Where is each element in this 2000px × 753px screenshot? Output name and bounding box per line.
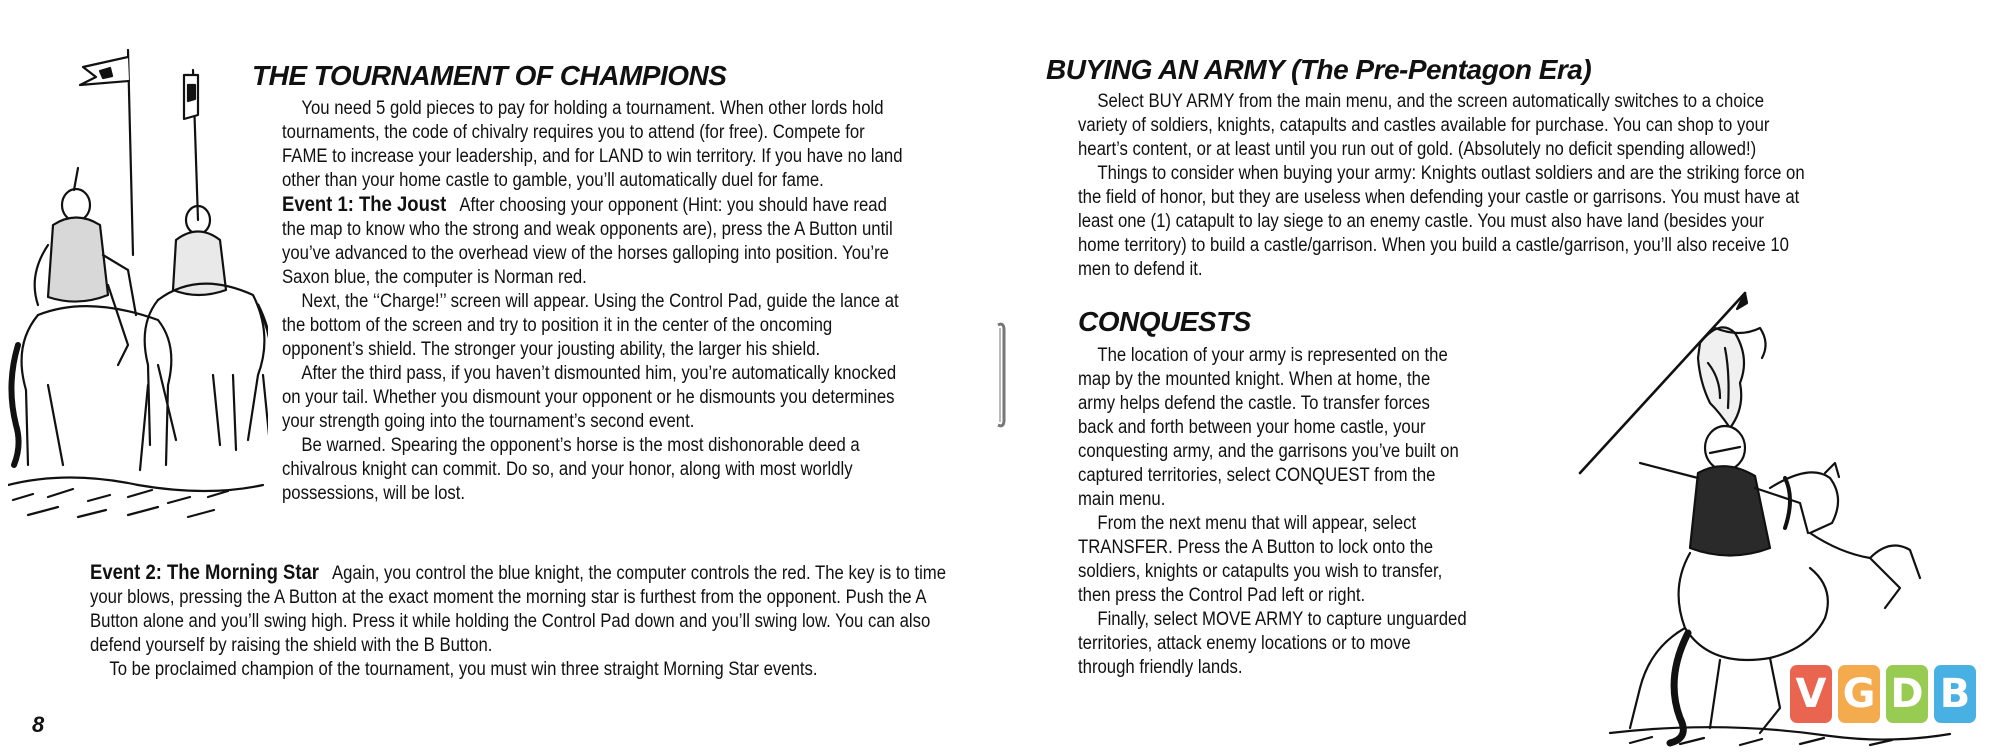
tournament-intro: You need 5 gold pieces to pay for holding a tournament. When other lords hold tournaments, the code of chivalry requires you to attend (for free). Compete for FAME to increase your leadership, and for LAND to win territory. If you have no land other than your home castle to gamble, you’ll automatically duel for fame.: [282, 98, 903, 191]
event1-heading: Event 1: The Joust: [282, 193, 447, 216]
buy-paragraph-2: Things to consider when buying your army: Knights outlast soldiers and are the striking force on the field of honor, but they are useless when defending your castle or garrisons. You must have at least one (1) catapult to lay siege to an enemy castle. You must also have land (besides your home territory) to build a castle/garrison. When you build a castle/garrison, you’ll also receive 10 men to defend it.: [1078, 163, 1805, 280]
event1-paragraph: [282, 193, 907, 290]
tournament-title: THE TOURNAMENT OF CHAMPIONS: [252, 60, 727, 91]
buying-army-title: BUYING AN ARMY (The Pre-Pentagon Era): [1046, 54, 1592, 85]
jousting-knights-illustration: [8, 45, 268, 535]
conquest-paragraph-2: From the next menu that will appear, select TRANSFER. Press the A Button to lock onto the soldiers, knights or catapults you wish to transfer, then press the Control Pad left or right.: [1078, 513, 1443, 606]
event1-text: After choosing your opponent (Hint: you should have read the map to know who the strong and weak opponents are), press the A Button until you’ve advanced to the overhead view of the horses galloping into position. You’re Saxon blue, the computer is Norman red.: [282, 195, 893, 288]
watermark-letter-d: D: [1886, 665, 1928, 723]
tournament-closing: To be proclaimed champion of the tournament, you must win three straight Morning Star events.: [109, 659, 818, 680]
conquests-title: CONQUESTS: [1078, 306, 1251, 337]
event2-text: Again, you control the blue knight, the computer controls the red. The key is to time your blows, pressing the A Button at the exact moment the morning star is furthest from the opponent. Push the A Button alone and you’ll swing high. Press it while holding the Control Pad down and you’ll swing low. You can also defend yourself by raising the shield with the B Button.: [90, 563, 947, 656]
conquest-paragraph-1: The location of your army is represented on the map by the mounted knight. When at home, the army helps defend the castle. To transfer forces back and forth between your home castle, your conquesting army, and the garrisons you’ve built on captured territories, select CONQUEST from the main menu.: [1078, 345, 1459, 510]
event1-charge-paragraph: Next, the ‘‘Charge!’’ screen will appear. Using the Control Pad, guide the lance at the bottom of the screen and try to position it in the center of the oncoming opponent’s shield. The stronger your jousting ability, the larger his shield.: [282, 291, 899, 360]
event2-heading: Event 2: The Morning Star: [90, 561, 319, 584]
vgdb-watermark: [1790, 665, 1976, 723]
watermark-letter-g: G: [1838, 665, 1880, 723]
event1-warning-paragraph: Be warned. Spearing the opponent’s horse is the most dishonorable deed a chivalrous knight can commit. Do so, and your honor, along with most worldly possessions, will be lost.: [282, 435, 860, 504]
buying-army-body: [1078, 90, 1808, 282]
conquest-paragraph-3: Finally, select MOVE ARMY to capture unguarded territories, attack enemy locations or to move through friendly lands.: [1078, 609, 1467, 678]
watermark-letter-v: V: [1790, 665, 1832, 723]
watermark-letter-b: B: [1934, 665, 1976, 723]
right-page: [1000, 0, 2000, 753]
event1-third-pass-paragraph: After the third pass, if you haven’t dismounted him, you’re automatically knocked on your tail. Whether you dismount your opponent or he dismounts you determines your strength going into the tournament’s second event.: [282, 363, 897, 432]
tournament-body: [282, 97, 907, 506]
conquests-body: [1078, 344, 1470, 680]
page-number: 8: [32, 712, 45, 737]
event2-body: [90, 561, 970, 682]
buy-paragraph-1: Select BUY ARMY from the main menu, and the screen automatically switches to a choice variety of soldiers, knights, catapults and castles available for purchase. You can shop to your heart’s content, or at least until you run out of gold. (Absolutely no deficit spending allowed!): [1078, 91, 1770, 160]
event2-paragraph: [90, 561, 970, 658]
